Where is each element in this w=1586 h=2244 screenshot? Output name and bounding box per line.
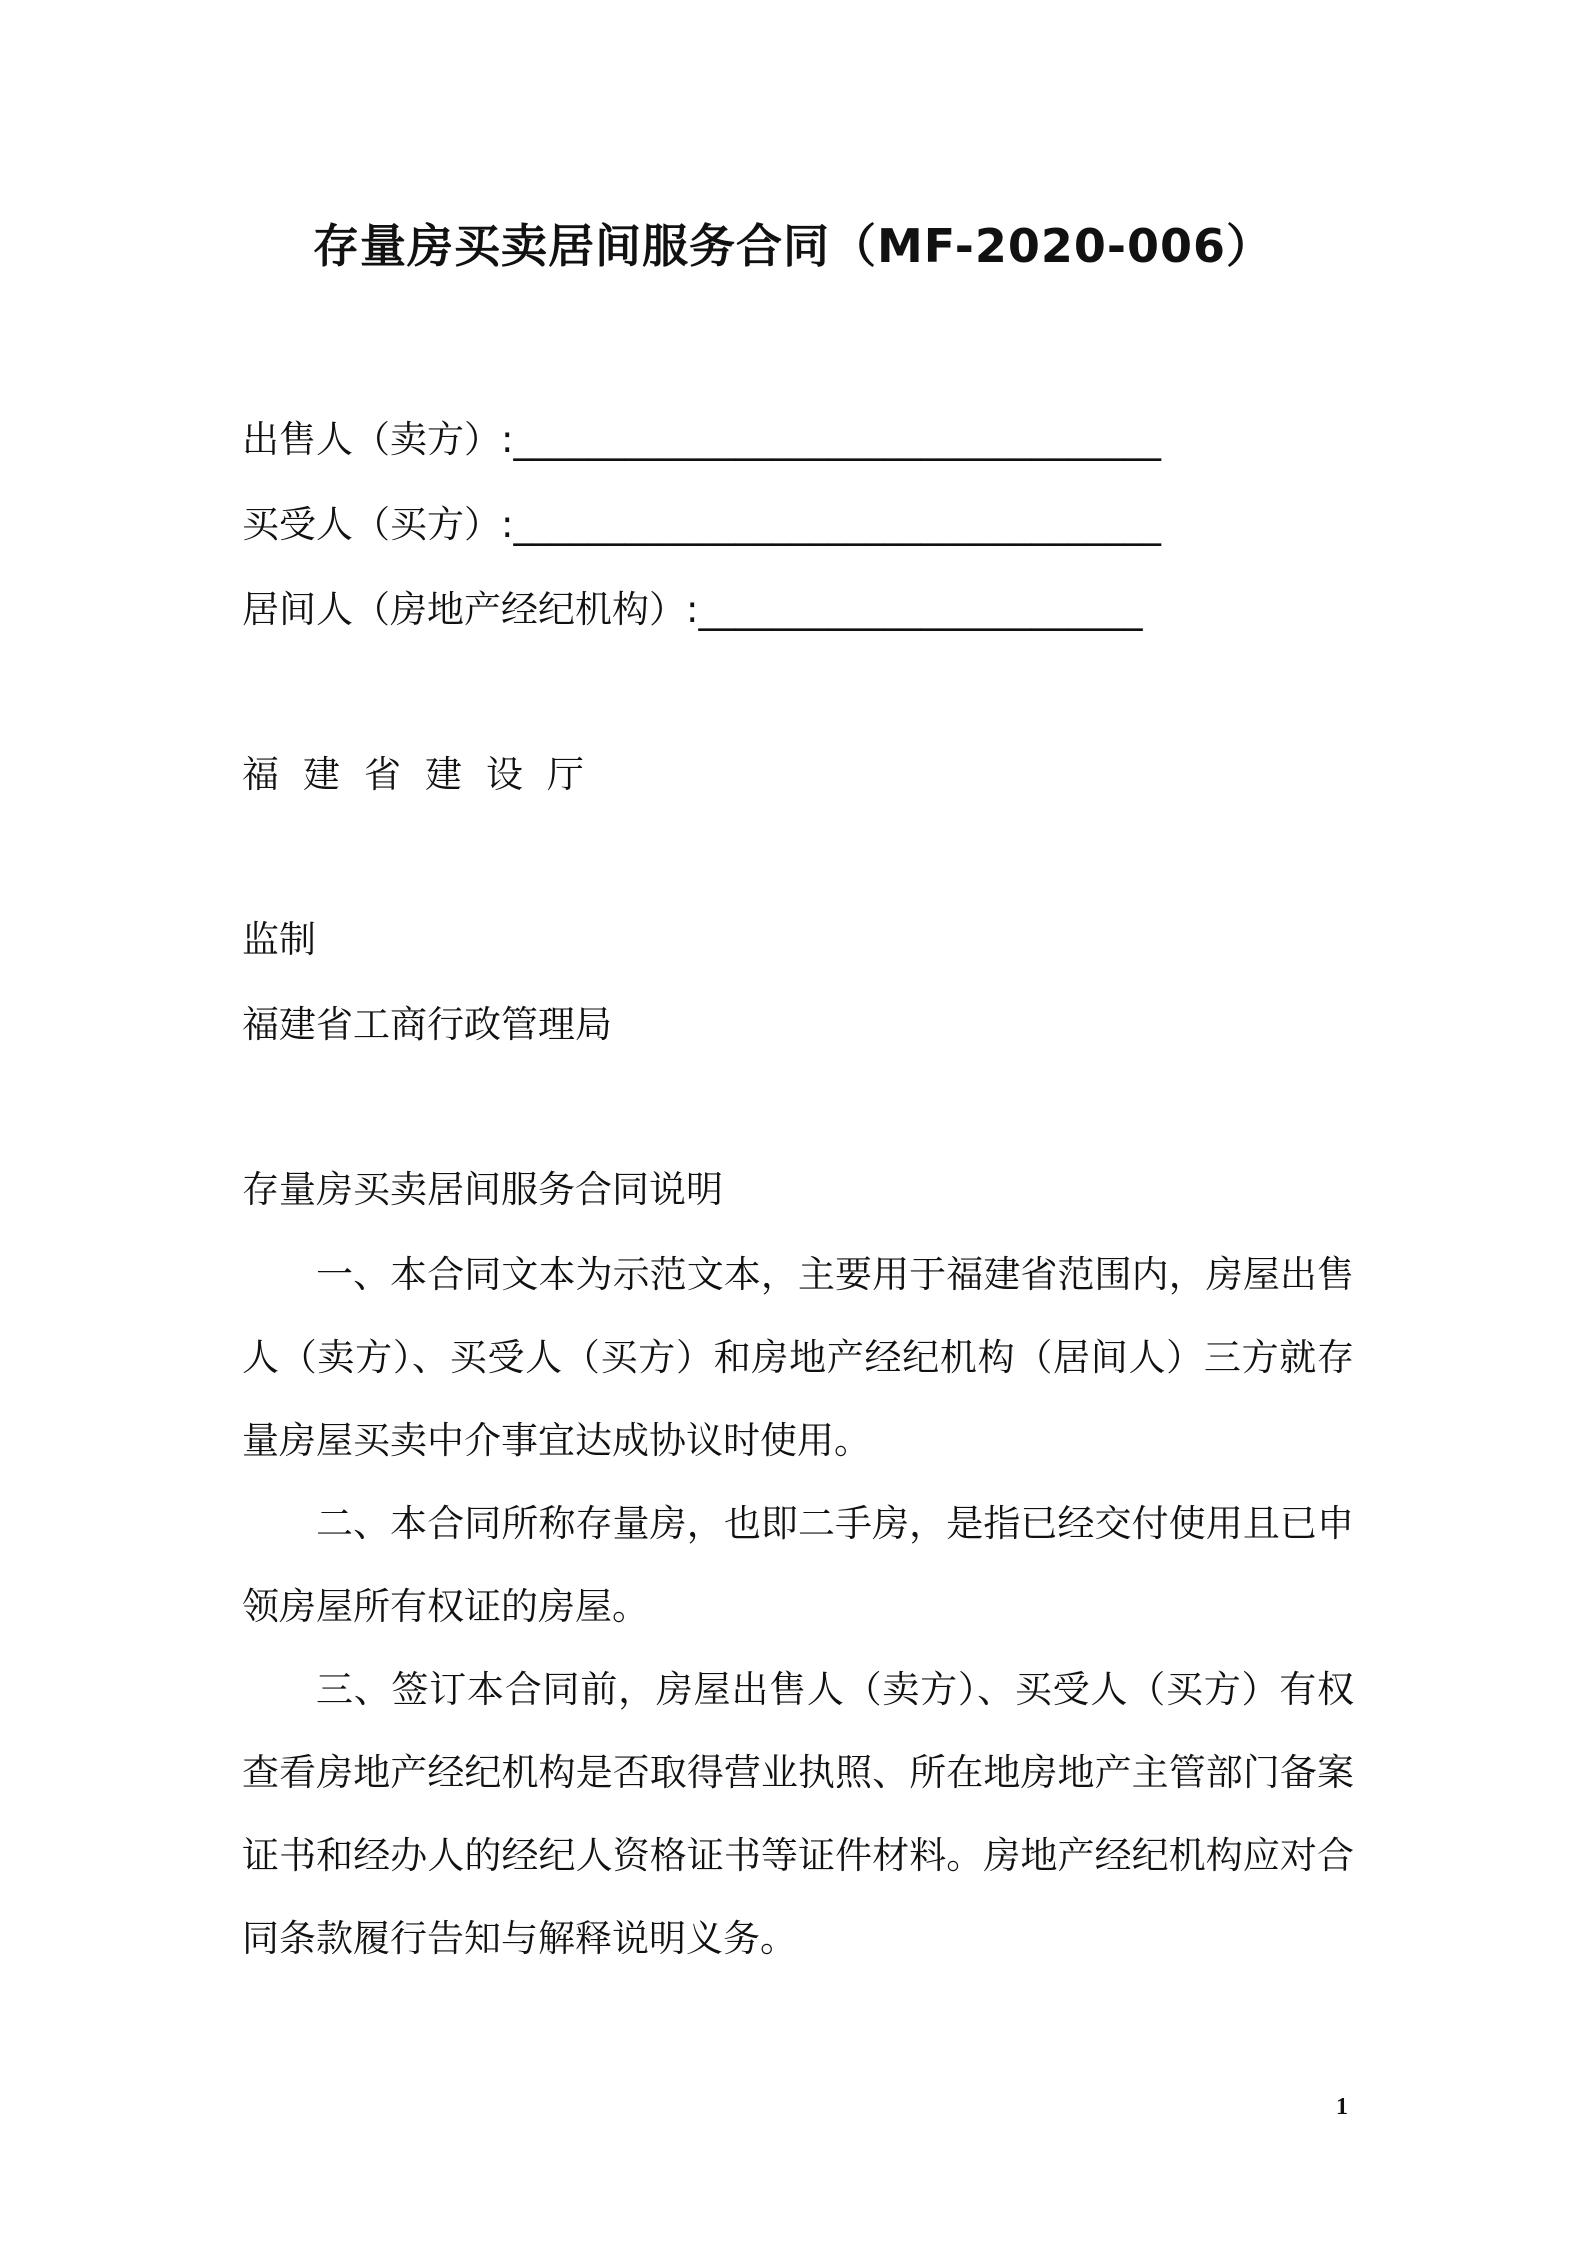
broker-blank: ________________________ [698,588,1143,631]
seller-line [242,415,1161,465]
buyer-blank: ___________________________________ [513,503,1161,546]
paragraph-2: 二、本合同所称存量房，也即二手房，是指已经交付使用且已申领房屋所有权证的房屋。 [242,1502,1354,1628]
broker-label: 居间人（房地产经纪机构）: [242,588,699,631]
page-number: 1 [1336,2094,1348,2120]
supervise-label: 监制 [242,918,316,961]
paragraph-3: 三、签订本合同前，房屋出售人（卖方）、买受人（买方）有权查看房地产经纪机构是否取得营业执照、所在地房地产主管部门备案证书和经办人的经纪人资格证书等证件材料。房地产经纪机构应对合同条款履行告知与解释说明义务。 [242,1668,1354,1960]
issuer-name: 福建省建设厅 [242,753,608,796]
paragraph-1: 一、本合同文本为示范文本，主要用于福建省范围内，房屋出售人（卖方）、买受人（买方）和房地产经纪机构（居间人）三方就存量房屋买卖中介事宜达成协议时使用。 [242,1253,1354,1462]
seller-label: 出售人（卖方）: [242,418,514,461]
issuer2-name: 福建省工商行政管理局 [242,1003,612,1046]
document-title: 存量房买卖居间服务合同（MF-2020-006） [312,219,1273,273]
buyer-line [242,500,1161,550]
seller-blank: ___________________________________ [513,418,1161,461]
explanation-title: 存量房买卖居间服务合同说明 [242,1168,723,1211]
broker-line [242,585,1142,635]
buyer-label: 买受人（买方）: [242,503,514,546]
